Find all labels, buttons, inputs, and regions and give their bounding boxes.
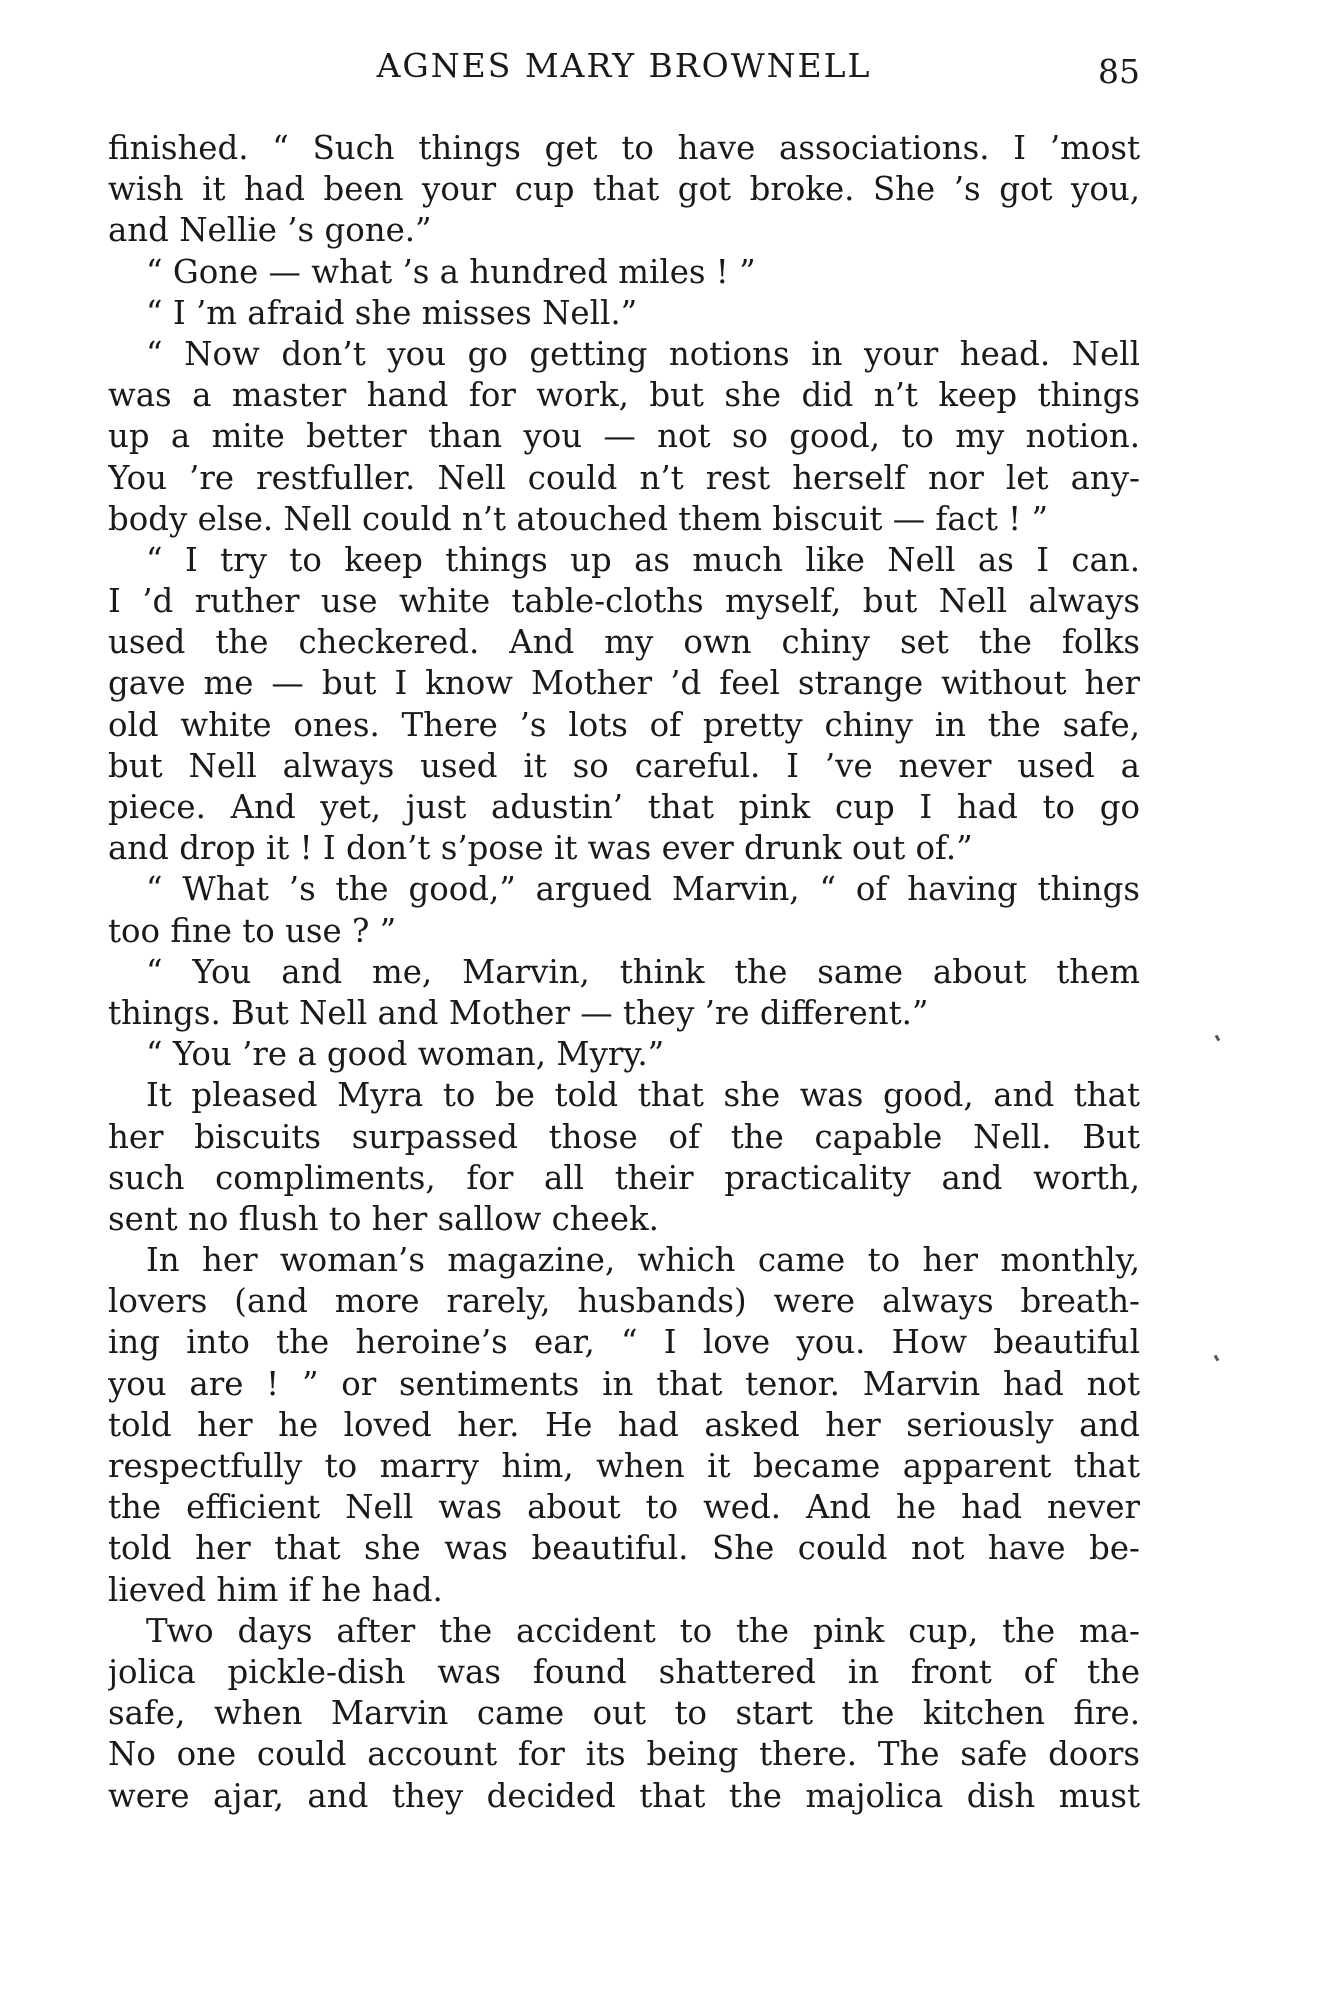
text-line: No one could account for its being there. The safe doors xyxy=(108,1735,1140,1774)
text-line: was a master hand for work, but she did n’t keep things xyxy=(108,376,1140,415)
text-line: In her woman’s magazine, which came to her monthly, xyxy=(146,1241,1140,1280)
text-line: told her that she was beautiful. She could not have be- xyxy=(108,1529,1140,1568)
text-line: told her he loved her. He had asked her seriously and xyxy=(108,1405,1140,1444)
text-line: “ Now don’t you go getting notions in your head. Nell xyxy=(146,334,1140,373)
stray-ink-mark xyxy=(1215,1035,1221,1042)
body-text xyxy=(108,128,1140,1817)
running-title: AGNES MARY BROWNELL xyxy=(376,46,872,85)
text-line: sent no flush to her sallow cheek. xyxy=(108,1199,659,1238)
text-line: you are ! ” or sentiments in that tenor. Marvin had not xyxy=(108,1364,1140,1403)
text-line: too fine to use ? ” xyxy=(108,911,397,950)
text-line: ing into the heroine’s ear, “ I love you. How beautiful xyxy=(108,1323,1140,1362)
text-line: such compliments, for all their practicality and worth, xyxy=(108,1158,1140,1197)
text-line: but Nell always used it so careful. I ’ve never used a xyxy=(108,746,1140,785)
text-line: “ What ’s the good,” argued Marvin, “ of having things xyxy=(146,870,1140,909)
text-line: I ’d ruther use white table-cloths myself, but Nell always xyxy=(108,582,1140,621)
text-line: gave me — but I know Mother ’d feel strange without her xyxy=(108,664,1140,703)
text-line: lieved him if he had. xyxy=(108,1570,443,1609)
text-line: lovers (and more rarely, husbands) were always breath- xyxy=(108,1282,1140,1321)
text-line: jolica pickle-dish was found shattered in front of the xyxy=(108,1652,1140,1691)
text-line: “ I try to keep things up as much like Nell as I can. xyxy=(146,540,1140,579)
stray-ink-mark xyxy=(1214,1355,1220,1362)
text-line: “ I ’m afraid she misses Nell.” xyxy=(146,293,638,332)
text-line: “ You ’re a good woman, Myry.” xyxy=(146,1035,665,1074)
text-line: respectfully to marry him, when it became apparent that xyxy=(108,1447,1140,1485)
running-head xyxy=(108,44,1140,91)
text-line: wish it had been your cup that got broke. She ’s got you, xyxy=(108,170,1140,209)
text-line: the efficient Nell was about to wed. And he had never xyxy=(108,1488,1140,1527)
text-line: finished. “ Such things get to have associations. I ’most xyxy=(108,129,1140,167)
text-line: used the checkered. And my own chiny set the folks xyxy=(108,623,1140,662)
text-line: Two days after the accident to the pink cup, the ma- xyxy=(146,1611,1140,1650)
text-line: and Nellie ’s gone.” xyxy=(108,211,432,250)
page-number: 85 xyxy=(1098,52,1140,91)
text-line: things. But Nell and Mother — they ’re different.” xyxy=(108,993,929,1032)
text-line: up a mite better than you — not so good, to my notion. xyxy=(108,417,1140,456)
text-line: It pleased Myra to be told that she was good, and that xyxy=(146,1076,1140,1115)
text-line: old white ones. There ’s lots of pretty chiny in the safe, xyxy=(108,705,1140,744)
text-line: safe, when Marvin came out to start the kitchen fire. xyxy=(108,1694,1140,1733)
text-line: piece. And yet, just adustin’ that pink cup I had to go xyxy=(108,788,1140,826)
text-line: her biscuits surpassed those of the capable Nell. But xyxy=(108,1117,1140,1156)
text-line: and drop it ! I don’t s’pose it was ever drunk out of.” xyxy=(108,829,973,868)
text-line: “ Gone — what ’s a hundred miles ! ” xyxy=(146,252,756,291)
text-line: body else. Nell could n’t atouched them biscuit — fact ! ” xyxy=(108,499,1049,538)
text-line: You ’re restfuller. Nell could n’t rest herself nor let any- xyxy=(108,458,1140,497)
text-line: “ You and me, Marvin, think the same about them xyxy=(146,952,1140,991)
text-line: were ajar, and they decided that the majolica dish must xyxy=(108,1776,1140,1815)
